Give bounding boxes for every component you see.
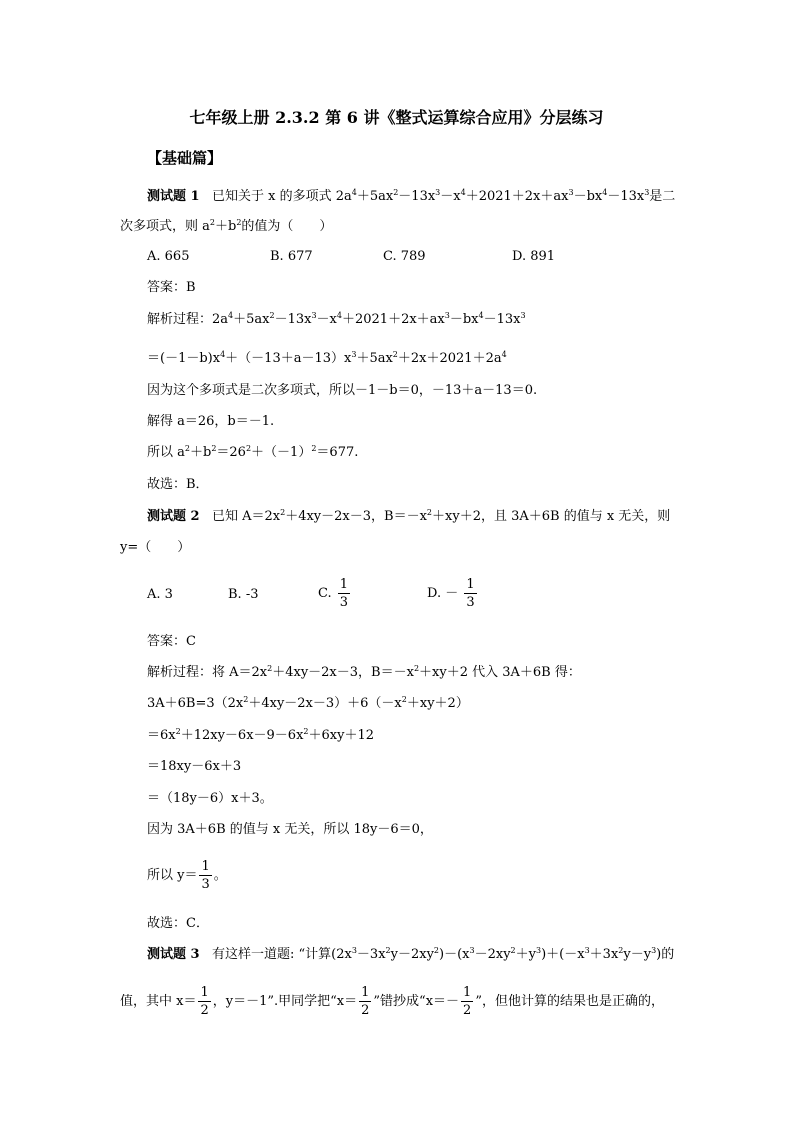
exponent: 2	[209, 218, 215, 227]
q1-option-a: A. 665	[147, 249, 190, 264]
q1-text: 已知关于 x 的多项式 2a	[211, 189, 352, 204]
q1-option-c: C. 789	[383, 249, 426, 264]
q2-option-b: B. -3	[228, 587, 259, 602]
q2-solution-text: 3A＋6B=3（2x	[147, 696, 244, 711]
q1-solution-line1	[147, 311, 526, 329]
q2-solution-line8: 故选：C．	[147, 916, 209, 931]
exponent: 4	[220, 350, 226, 359]
q2-solution-text: ＋xy＋2 代入 3A＋6B 得：	[419, 665, 581, 680]
exponent: 4	[501, 350, 507, 359]
exponent: 2	[211, 444, 217, 453]
fraction	[464, 577, 476, 610]
exponent: 2	[303, 727, 309, 736]
q2-text: ＋xy＋2，且 3A＋6B 的值与 x 无关，则	[432, 509, 671, 524]
exponent: 2	[433, 946, 440, 955]
fraction-numerator: 1	[466, 577, 475, 592]
q1-option-d: D. 891	[512, 249, 556, 264]
q1-solution-line4: 解得 a＝26，b＝－1.	[147, 414, 275, 429]
exponent: 4	[478, 311, 484, 320]
exponent: 3	[469, 946, 475, 955]
q3-label: 测试题 3	[147, 947, 200, 962]
exponent: 3	[435, 188, 441, 197]
q1-solution-text: ＋5ax	[356, 351, 393, 366]
q2-solution-text: ＋6xy＋12	[308, 728, 374, 743]
q1-solution-text: 解析过程：2a	[147, 312, 229, 327]
fraction-numerator: 1	[200, 985, 209, 1000]
q3-text: 值，其中 x＝	[120, 994, 197, 1009]
exponent: 3	[311, 311, 317, 320]
fraction-denominator: 3	[466, 595, 475, 610]
page-title: 七年级上册 2.3.2 第 6 讲《整式运算综合应用》分层练习	[189, 108, 604, 127]
exponent: 2	[401, 695, 407, 704]
q3-text: ＋y	[515, 947, 536, 962]
fraction	[199, 859, 211, 892]
exponent: 2	[618, 946, 624, 955]
q1-solution-text: ＋2021＋2x＋ax	[341, 312, 445, 327]
q2-solution-text: ＋4xy－2x－3，B＝－x	[272, 665, 414, 680]
q1-text: －x	[440, 189, 461, 204]
q3-stem-line2	[120, 985, 664, 1018]
q3-text: ＋3x	[589, 947, 619, 962]
q2-stem-line1	[147, 508, 670, 526]
exponent: 3	[520, 311, 526, 320]
exponent: 3	[536, 946, 542, 955]
exponent: 2	[413, 664, 420, 673]
exponent: 2	[510, 946, 516, 955]
q3-text: ”，但他计算的结果也是正确的，	[475, 994, 664, 1009]
q2-option-c-label: C.	[318, 586, 332, 601]
q2-option-c	[318, 577, 352, 610]
q1-solution-text: ＋（－1）	[251, 445, 312, 460]
q3-stem-line1	[147, 946, 674, 964]
q2-solution-text: ＝6x	[147, 728, 176, 743]
fraction-denominator: 2	[361, 1003, 370, 1018]
q2-solution-text: ＋xy＋2）	[406, 696, 469, 711]
q2-solution-text: ＋12xy－6x－9－6x	[180, 728, 304, 743]
q1-solution-text: ＋2x＋2021＋2a	[397, 351, 502, 366]
q1-stem-line2	[120, 218, 332, 236]
q1-answer: 答案：B	[147, 280, 196, 295]
exponent: 3	[351, 946, 357, 955]
q2-option-d-label: D. －	[427, 586, 459, 601]
q1-text: 是二	[649, 189, 676, 204]
exponent: 2	[392, 350, 398, 359]
q1-solution-text: ＋5ax	[233, 312, 270, 327]
q2-text: 已知 A＝2x	[211, 509, 281, 524]
q1-solution-line5	[147, 444, 358, 462]
exponent: 2	[311, 444, 317, 453]
q1-solution-text: ＝26	[216, 445, 246, 460]
fraction	[461, 985, 473, 1018]
exponent: 4	[336, 311, 342, 320]
fraction-denominator: 3	[339, 595, 349, 610]
exponent: 4	[602, 188, 608, 197]
fraction	[338, 577, 350, 610]
q3-text: ”错抄成“x＝－	[373, 994, 460, 1009]
q1-solution-text: ＋b	[189, 445, 212, 460]
q1-solution-line3: 因为这个多项式是二次多项式，所以－1－b＝0，－13＋a－13＝0.	[147, 383, 538, 398]
fraction-numerator: 1	[463, 985, 472, 1000]
q1-text: ＋5ax	[356, 189, 394, 204]
exponent: 3	[568, 188, 574, 197]
q3-text: y－2xy	[390, 947, 434, 962]
q1-solution-text: ＋（－13＋a－13）x	[225, 351, 352, 366]
q2-solution-line1	[147, 664, 581, 682]
q1-stem-line1	[147, 188, 675, 206]
fraction-numerator: 1	[201, 859, 210, 874]
q1-text: －13x	[607, 189, 645, 204]
q2-solution-line3	[147, 727, 374, 745]
q1-solution-line2	[147, 350, 507, 368]
q1-text: ＋2021＋2x＋ax	[465, 189, 569, 204]
q1-text: －13x	[398, 189, 436, 204]
q2-text: ＋4xy－2x－3，B＝－x	[285, 509, 427, 524]
exponent: 2	[385, 946, 391, 955]
q3-text: －3x	[356, 947, 386, 962]
q3-text: )的	[656, 947, 675, 962]
exponent: 2	[280, 508, 286, 517]
fraction-numerator: 1	[339, 577, 349, 592]
exponent: 3	[444, 311, 450, 320]
section-heading: 【基础篇】	[147, 149, 223, 167]
fraction-denominator: 3	[201, 877, 210, 892]
q3-text: y－y	[623, 947, 652, 962]
q3-text: )－(x	[439, 947, 470, 962]
fraction	[359, 985, 371, 1018]
q2-solution-line5: ＝（18y－6）x＋3。	[147, 791, 273, 806]
q2-option-a: A. 3	[147, 587, 173, 602]
q2-solution-line6: 因为 3A＋6B 的值与 x 无关，所以 18y－6＝0，	[147, 822, 433, 837]
q1-solution-line6: 故选：B．	[147, 477, 209, 492]
q2-option-d	[427, 577, 479, 610]
exponent: 2	[236, 218, 242, 227]
q1-text: ＋b	[214, 219, 237, 234]
exponent: 3	[351, 350, 357, 359]
exponent: 2	[243, 695, 249, 704]
q1-solution-text: －13x	[483, 312, 521, 327]
fraction-denominator: 2	[463, 1003, 472, 1018]
q2-solution-line7	[147, 859, 227, 892]
q2-solution-text: 。	[213, 868, 227, 883]
q1-solution-text: －bx	[449, 312, 479, 327]
fraction-numerator: 1	[361, 985, 370, 1000]
exponent: 2	[175, 727, 181, 736]
exponent: 4	[351, 188, 357, 197]
fraction	[198, 985, 210, 1018]
q3-text: ，y＝－1”.甲同学把“x＝	[212, 994, 358, 1009]
q1-text: 的值为（ ）	[241, 219, 333, 234]
q2-label: 测试题 2	[147, 509, 200, 524]
fraction-denominator: 2	[200, 1003, 209, 1018]
exponent: 4	[460, 188, 466, 197]
exponent: 2	[426, 508, 433, 517]
exponent: 3	[651, 946, 657, 955]
q1-solution-text: ＝(－1－b)x	[147, 351, 221, 366]
q2-solution-text: 解析过程：将 A＝2x	[147, 665, 268, 680]
q3-text: )＋(－x	[541, 947, 585, 962]
q1-text: 次多项式，则 a	[120, 219, 210, 234]
q3-text: －2xy	[474, 947, 511, 962]
exponent: 2	[267, 664, 273, 673]
q1-text: －bx	[573, 189, 603, 204]
exponent: 2	[269, 311, 275, 320]
exponent: 2	[184, 444, 190, 453]
q2-solution-line2	[147, 695, 469, 713]
q2-stem-line2: y=（ ）	[120, 540, 191, 555]
exponent: 4	[228, 311, 234, 320]
q3-text: 有这样一道题: “计算(2x	[211, 947, 352, 962]
q1-solution-text: ＝677.	[316, 445, 359, 460]
q1-solution-text: 所以 a	[147, 445, 185, 460]
exponent: 3	[584, 946, 590, 955]
q1-solution-text: －13x	[274, 312, 312, 327]
q1-option-b: B. 677	[270, 249, 313, 264]
exponent: 2	[245, 444, 252, 453]
q2-solution-text: ＋4xy－2x－3）＋6（－x	[248, 696, 402, 711]
exponent: 3	[644, 188, 650, 197]
q2-solution-text: 所以 y＝	[147, 868, 198, 883]
q1-solution-text: －x	[316, 312, 337, 327]
exponent: 2	[393, 188, 399, 197]
q1-label: 测试题 1	[147, 189, 200, 204]
q2-answer: 答案：C	[147, 634, 196, 649]
q2-solution-line4: ＝18xy－6x＋3	[147, 759, 242, 774]
